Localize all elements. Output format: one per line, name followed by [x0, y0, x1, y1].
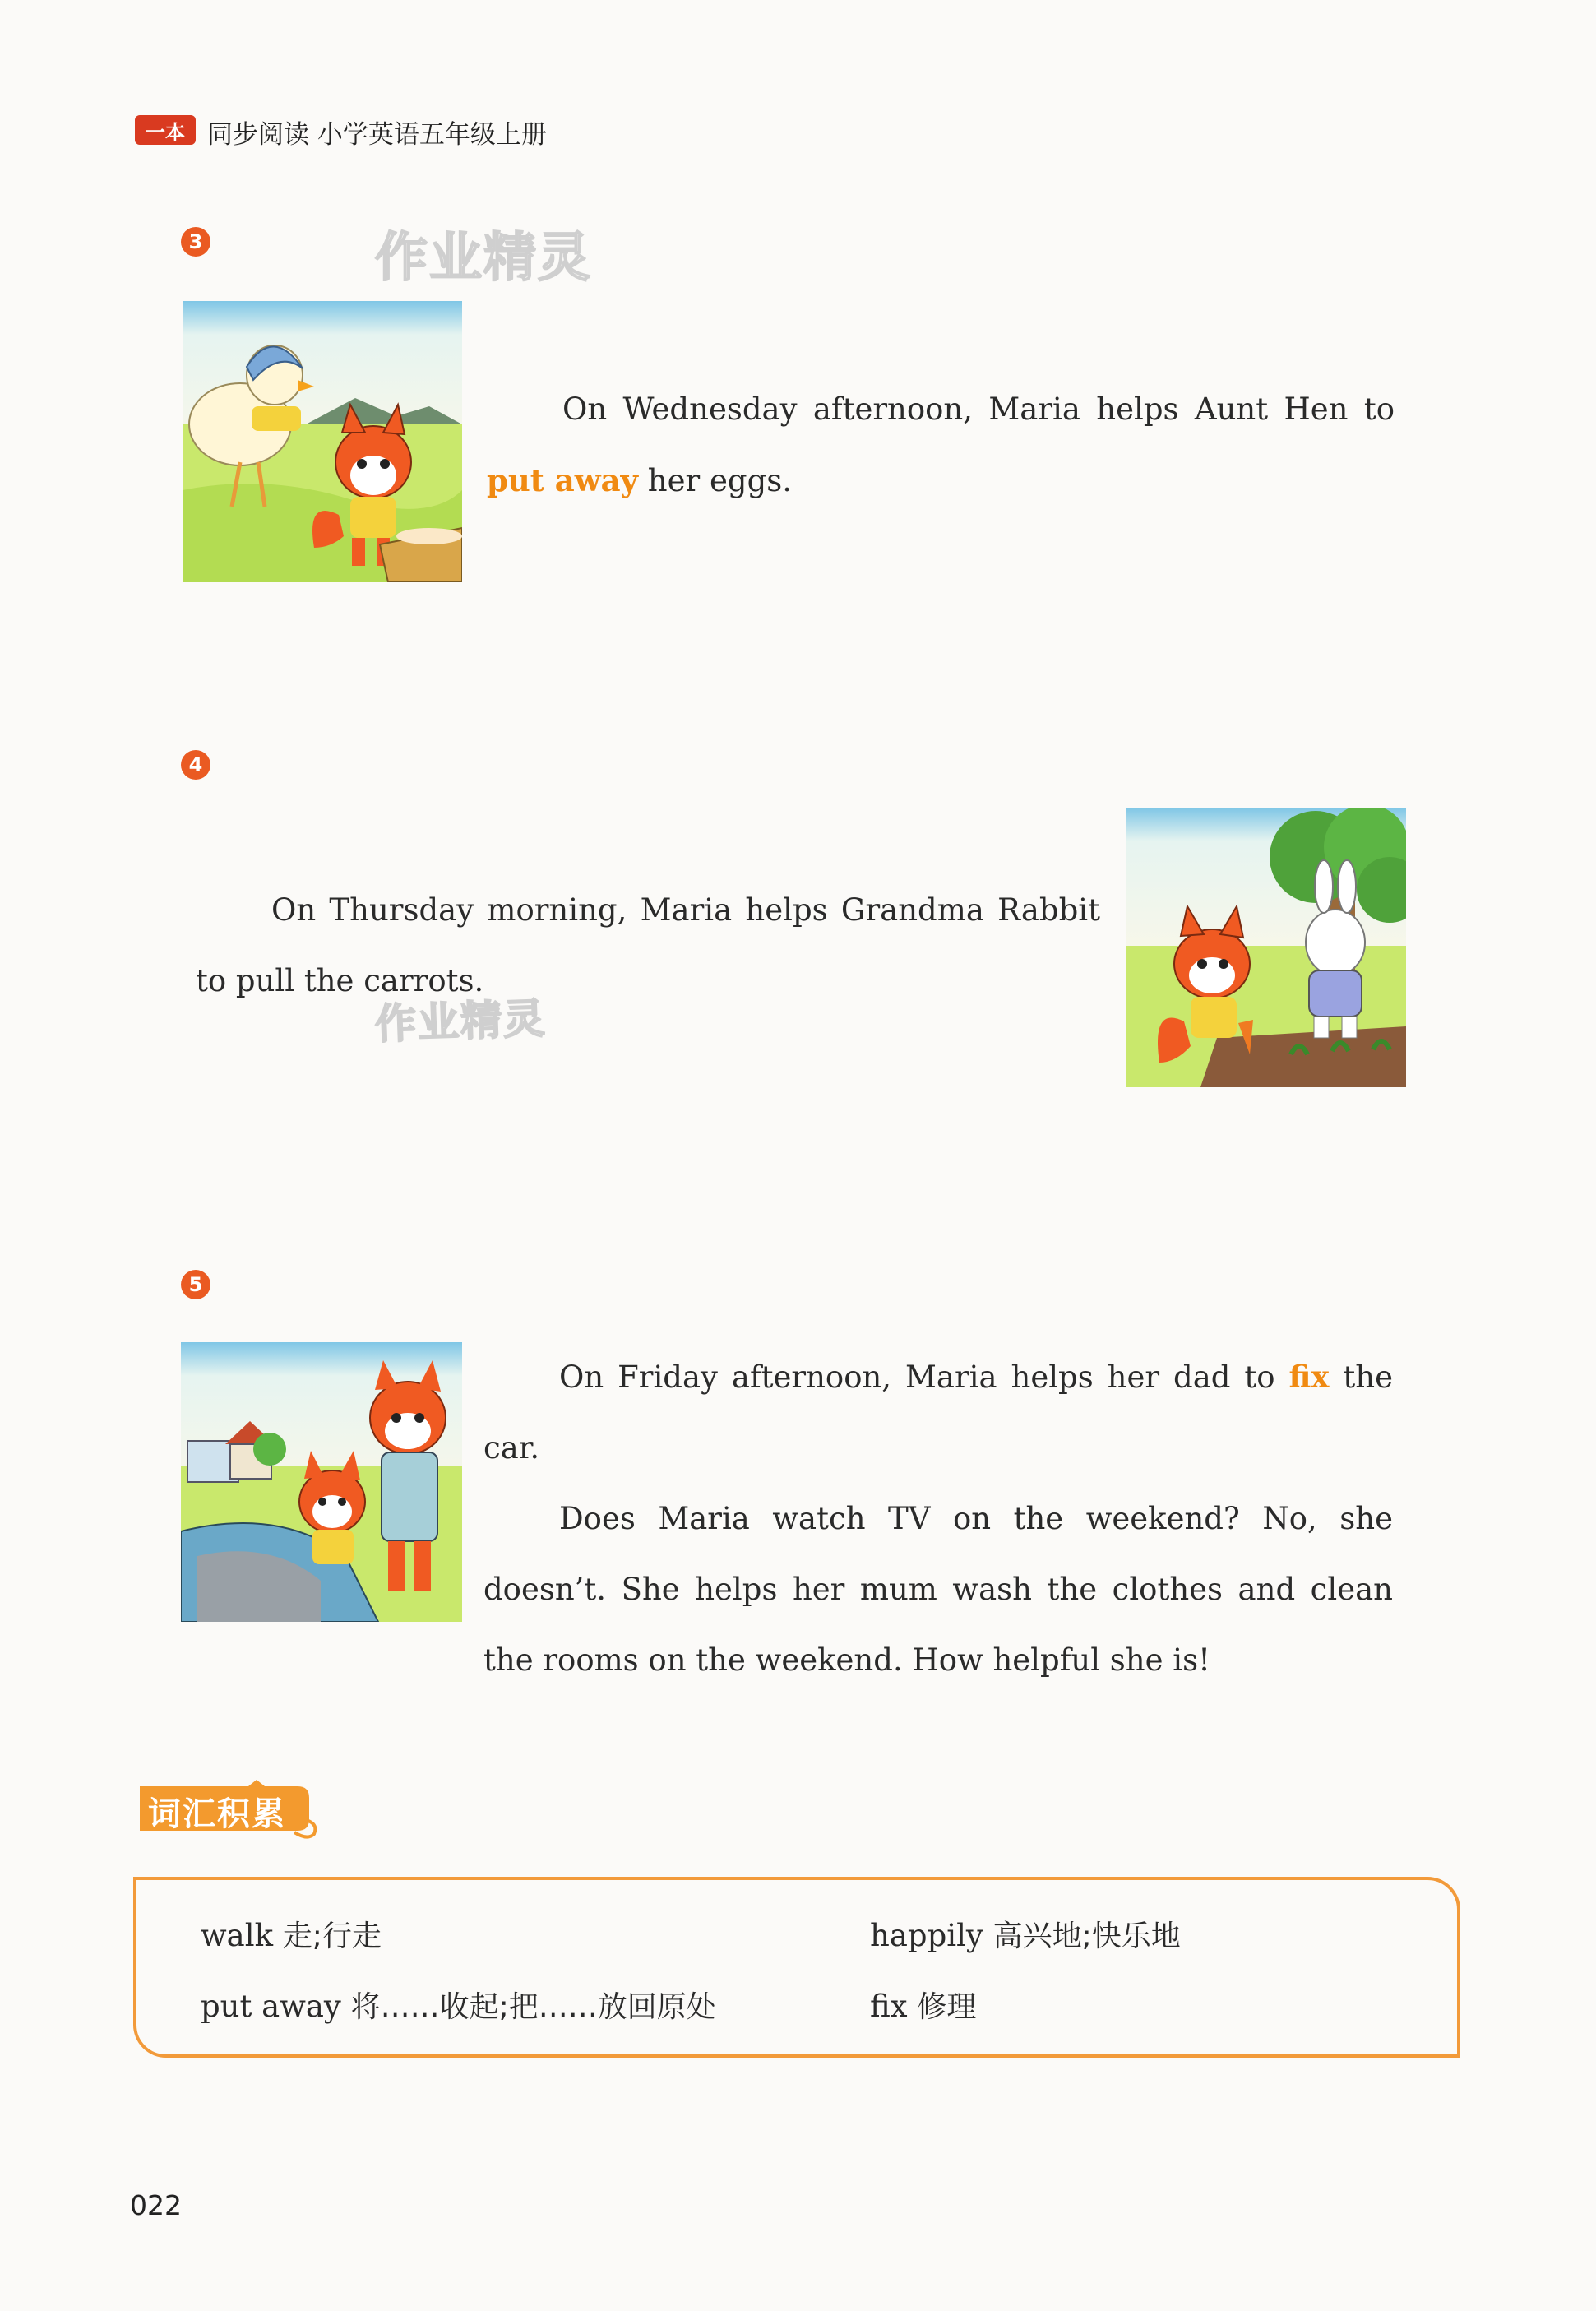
- vocab-item-put-away: [201, 1984, 716, 2026]
- text-run: the car.: [483, 1359, 1394, 1466]
- section-5-text: [483, 1341, 1393, 1696]
- fox-dad-car-image: [181, 1342, 462, 1622]
- text-run: her eggs.: [638, 463, 792, 498]
- rabbit-fox-image: [1126, 808, 1406, 1087]
- highlight-fix: fix: [1288, 1359, 1330, 1395]
- text-run: On Friday afternoon, Maria helps her dad to: [559, 1359, 1289, 1395]
- highlight-put-away: put away: [487, 462, 639, 498]
- section-5-paragraph-2: Does Maria watch TV on the weekend? No, she doesn’t. She helps her mum wash the clothes and clean the rooms on the weekend. How helpful she is!: [483, 1501, 1393, 1678]
- section-4-paragraph: On Thursday morning, Maria helps Grandma Rabbit to pull the carrots.: [196, 892, 1100, 998]
- section-number-3: 3: [181, 227, 210, 257]
- vocab-item-happily: [870, 1913, 1181, 1955]
- vocab-title: 词汇积累: [148, 1795, 286, 1833]
- vocab-meaning: 走;行走: [282, 1920, 382, 1953]
- page-number: 022: [130, 2189, 182, 2221]
- section-4-text: [196, 875, 1100, 1017]
- watermark: 作业精灵: [374, 994, 548, 1049]
- brand-badge: 一本: [135, 115, 196, 145]
- hen-fox-image: [183, 301, 462, 582]
- fox-dad-car-illustration: [181, 1342, 462, 1622]
- vocab-item-walk: [201, 1913, 382, 1955]
- vocab-heading: [133, 1780, 322, 1842]
- vocab-meaning: 修理: [917, 1990, 977, 2024]
- vocab-meaning: 将……收起;把……放回原处: [350, 1990, 716, 2024]
- rabbit-fox-illustration: [1126, 808, 1406, 1087]
- vocab-word: put away: [201, 1989, 341, 2024]
- hen-fox-illustration: [183, 301, 462, 582]
- book-title: 同步阅读 小学英语五年级上册: [207, 120, 547, 150]
- section-number-4: 4: [181, 750, 210, 780]
- vocab-box: [133, 1877, 1460, 2058]
- vocab-word: fix: [870, 1989, 908, 2024]
- text-run: On Wednesday afternoon, Maria helps Aunt Hen to: [562, 391, 1395, 427]
- section-3-text: [487, 374, 1395, 516]
- vocab-item-fix: [870, 1984, 976, 2026]
- watermark: 作业精灵: [375, 228, 592, 289]
- vocab-word: happily: [870, 1918, 983, 1953]
- vocab-meaning: 高兴地;快乐地: [992, 1920, 1181, 1953]
- vocab-word: walk: [201, 1918, 273, 1953]
- section-number-5: 5: [181, 1270, 210, 1299]
